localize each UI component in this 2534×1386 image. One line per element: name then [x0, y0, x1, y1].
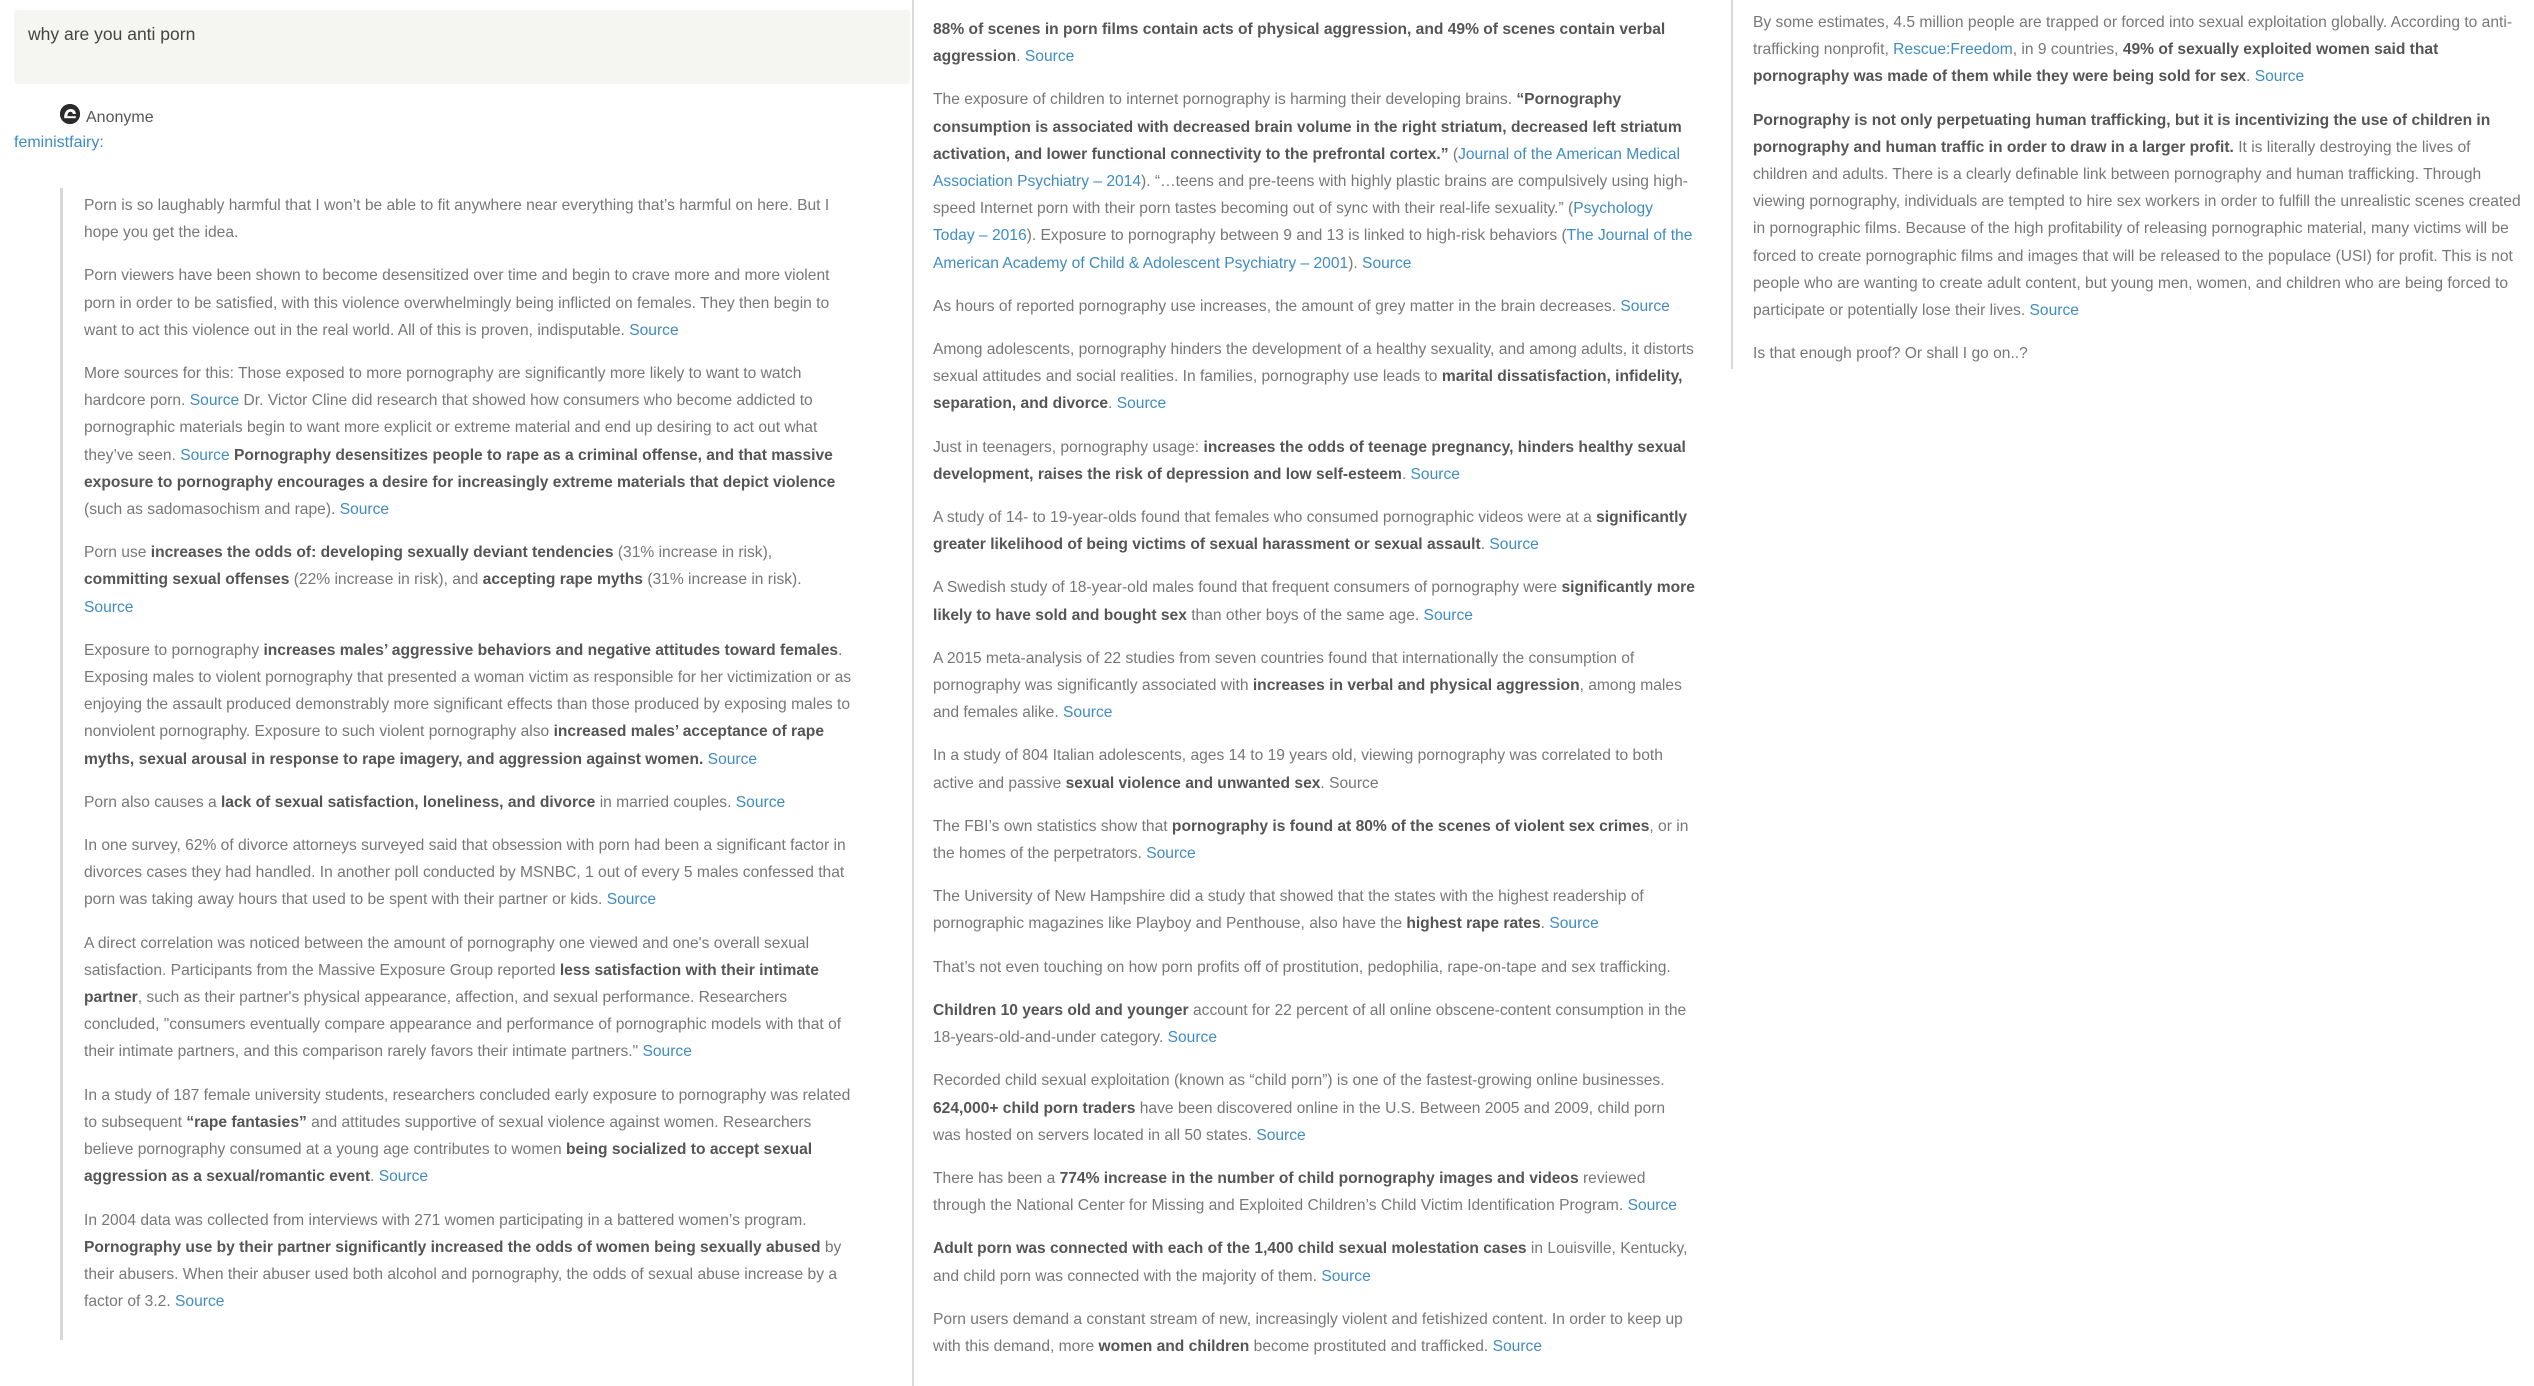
reference-link[interactable]: The Journal of the American Academy of Child & Adolescent Psychiatry – 2001: [933, 227, 1693, 272]
source-link[interactable]: Source: [1492, 1337, 1543, 1355]
paragraph-text: The FBI’s own statistics show that: [933, 817, 1172, 835]
paragraph-text: Just in teenagers, pornography usage:: [933, 438, 1204, 456]
paragraph-text: A direct correlation was noticed between the amount of pornography one viewed and one's overall sexual satisfaction. Participants from the Massive Exposure Group reported: [84, 934, 810, 979]
source-link[interactable]: Source: [1549, 915, 1599, 933]
answer-paragraph: [933, 336, 1697, 418]
paragraph-text: In 2004 data was collected from interviews with 271 women participating in a battered women’s program.: [84, 1211, 807, 1229]
emphasis-text: “rape fantasies”: [186, 1113, 307, 1131]
paragraph-text: Porn users demand a constant stream of new, increasingly violent and fetishized content. In order to keep up with this demand, more: [933, 1310, 1683, 1355]
paragraph-text: in married couples.: [595, 793, 736, 811]
source-link[interactable]: Source: [735, 793, 786, 811]
paragraph-text: The exposure of children to internet pornography is harming their developing brains.: [933, 91, 1517, 109]
column-divider-2: [1731, 0, 1733, 369]
source-link[interactable]: Source: [1256, 1126, 1306, 1144]
emphasis-text: 774% increase in the number of child pornography images and videos: [1059, 1169, 1579, 1187]
asker: [60, 102, 154, 126]
emphasis-text: Pornography desensitizes people to rape as a criminal offense, and that massive exposure to pornography encourages a desire for increasingly extreme materials that depict violence: [84, 446, 836, 491]
answer-paragraph: [933, 293, 1697, 320]
answer-paragraph: [933, 954, 1697, 981]
answer-paragraph: [1753, 107, 2523, 325]
paragraph-text: , in 9 countries,: [2012, 41, 2123, 59]
source-link[interactable]: Source: [2254, 68, 2305, 86]
paragraph-text: ). Exposure to pornography between 9 and 13 is linked to high-risk behaviors (: [1026, 227, 1567, 245]
paragraph-text: The University of New Hampshire did a study that showed that the states with the highest readership of pornographic magazines like Playboy and Penthouse, also have the: [933, 888, 1644, 933]
paragraph-text: reviewed through the National Center for Missing and Exploited Children’s Child Victim Identification Program.: [933, 1169, 1646, 1215]
paragraph-text: account for 22 percent of all online obscene-content consumption in the 18-years-old-and-under category.: [933, 1001, 1687, 1047]
paragraph-text: It is literally destroying the lives of children and adults. There is a clearly definable link between pornography and human trafficking. Through viewing pornography, individuals are tempted to hire sex workers in order to fulfill the unrealistic scenes created in pornographic films. Because of the high profitability of releasing pornographic material, many victims will be forced to create pornographic films and images that will be released to the populace (USI) for profit. This is not people who are wanting to create adult content, but young men, women, and children who are being forced to participate or potentially lose their lives.: [1753, 138, 2521, 320]
paragraph-text: A 2015 meta-analysis of 22 studies from seven countries found that internationally the consumption of pornography was significantly associated with: [933, 649, 1635, 695]
paragraph-text: .: [1401, 465, 1411, 483]
emphasis-text: women and children: [1098, 1337, 1250, 1355]
emphasis-text: significantly more likely to have sold and bought sex: [933, 579, 1695, 624]
answer-blockquote: [60, 188, 853, 1340]
answer-paragraph: [84, 360, 852, 523]
paragraph-text: and attitudes supportive of sexual violence against women. Researchers believe pornography consumed at a young age contributes to women: [84, 1113, 812, 1159]
answer-paragraph: [933, 434, 1697, 488]
emphasis-text: lack of sexual satisfaction, loneliness, and divorce: [220, 793, 596, 811]
paragraph-text: Is that enough proof? Or shall I go on..?: [1753, 345, 2028, 363]
emphasis-text: committing sexual offenses: [84, 571, 290, 589]
source-link[interactable]: Source: [1362, 254, 1412, 272]
source-link[interactable]: Source: [629, 321, 679, 339]
answer-paragraph: [933, 86, 1697, 276]
source-link[interactable]: Source: [1024, 48, 1075, 66]
source-link[interactable]: Source: [378, 1168, 429, 1186]
paragraph-text: become prostituted and trafficked.: [1249, 1337, 1493, 1355]
question-box: [14, 10, 910, 84]
emphasis-text: increases males’ aggressive behaviors and negative attitudes toward females: [263, 641, 839, 659]
source-link[interactable]: Source: [642, 1043, 692, 1061]
paragraph-text: . Source: [1320, 774, 1379, 792]
paragraph-text: (such as sadomasochism and rape).: [84, 501, 340, 519]
emphasis-text: being socialized to accept sexual aggression as a sexual/romantic event: [84, 1141, 813, 1186]
source-link[interactable]: Source: [1167, 1029, 1218, 1047]
paragraph-text: There has been a: [933, 1169, 1060, 1187]
source-link[interactable]: Source: [180, 446, 230, 464]
answer-paragraph: [933, 1235, 1697, 1289]
emphasis-text: less satisfaction with their intimate partner: [84, 961, 819, 1007]
column-2: [933, 16, 1697, 1376]
emphasis-text: increases the odds of teenage pregnancy, hinders healthy sexual development, raises the risk of depression and low self-esteem: [933, 438, 1686, 483]
paragraph-text: Exposure to pornography: [84, 641, 264, 659]
emphasis-text: Children 10 years old and younger: [933, 1001, 1189, 1019]
paragraph-text: By some estimates, 4.5 million people are trapped or forced into sexual exploitation globally. According to anti-trafficking nonprofit,: [1753, 14, 2513, 59]
paragraph-text: .: [2246, 68, 2255, 86]
anon-avatar-icon[interactable]: [60, 104, 80, 124]
source-link[interactable]: Source: [606, 891, 657, 909]
source-link[interactable]: Source: [1627, 1197, 1677, 1215]
answer-paragraph: [84, 1207, 852, 1316]
emphasis-text: 88% of scenes in porn films contain acts of physical aggression, and 49% of scenes contain verbal aggression: [933, 21, 1666, 66]
emphasis-text: “Pornography consumption is associated with decreased brain volume in the right striatum, decreased left striatum activation, and lower functional connectivity to the prefrontal cortex.”: [933, 91, 1682, 163]
emphasis-text: 624,000+ child porn traders: [933, 1099, 1136, 1117]
paragraph-text: , such as their partner's physical appearance, affection, and sexual performance. Researchers concluded, "consumers eventually compare appearance and performance of pornographic models with that of their intimate partners, and this comparison rarely favors their intimate partners.": [84, 989, 842, 1061]
answer-paragraph: [933, 1165, 1697, 1219]
paragraph-text: .: [1108, 395, 1117, 413]
answer-paragraph: [933, 574, 1697, 628]
source-link[interactable]: Source: [1423, 606, 1473, 624]
source-link[interactable]: Source: [189, 392, 240, 410]
answer-paragraph: [933, 813, 1697, 867]
paragraph-text: than other boys of the same age.: [1186, 606, 1424, 624]
answer-paragraph: [84, 262, 852, 344]
source-link[interactable]: Source: [1146, 845, 1196, 863]
column-divider-1: [912, 0, 914, 1386]
answer-part-1: [84, 192, 852, 1331]
emphasis-text: increases the odds of: developing sexually deviant tendencies: [150, 544, 614, 562]
answer-paragraph: [933, 1067, 1697, 1149]
source-link[interactable]: Source: [1063, 704, 1113, 722]
paragraph-text: In a study of 804 Italian adolescents, ages 14 to 19 years old, viewing pornography was correlated to both active and passive: [933, 747, 1663, 792]
source-link[interactable]: Source: [1321, 1267, 1371, 1285]
answer-paragraph: [933, 742, 1697, 796]
source-link[interactable]: Source: [1410, 465, 1460, 483]
paragraph-text: .: [1016, 48, 1025, 66]
answer-paragraph: [84, 832, 852, 914]
source-link[interactable]: Source: [339, 501, 390, 519]
paragraph-text: A Swedish study of 18-year-old males found that frequent consumers of pornography were: [933, 579, 1562, 597]
reference-link[interactable]: Rescue:Freedom: [1893, 41, 2013, 59]
answer-paragraph: [933, 883, 1697, 937]
source-link[interactable]: Source: [2029, 302, 2079, 320]
question-text: why are you anti porn: [28, 24, 196, 44]
source-link[interactable]: Source: [175, 1293, 225, 1311]
paragraph-text: A study of 14- to 19-year-olds found that females who consumed pornographic videos were at a: [933, 509, 1597, 527]
paragraph-text: Porn also causes a: [84, 793, 221, 811]
paragraph-text: In a study of 187 female university students, researchers concluded early exposure to pornography was related to subsequent: [84, 1086, 851, 1131]
emphasis-text: Pornography is not only perpetuating human trafficking, but it is incentivizing the use of children in pornography and human traffic in order to draw in a larger profit.: [1753, 111, 2491, 156]
answer-paragraph: [1753, 340, 2523, 367]
paragraph-text: in Louisville, Kentucky, and child porn was connected with the majority of them.: [933, 1240, 1688, 1285]
paragraph-text: Porn viewers have been shown to become desensitized over time and begin to crave more and more violent porn in order to be satisfied, with this violence overwhelmingly being inflicted on females. They then begin to want to act this violence out in the real world. All of this is proven, indisputable.: [84, 267, 830, 339]
reference-link[interactable]: Journal of the American Medical Association Psychiatry – 2014: [933, 145, 1680, 191]
paragraph-text: .: [1540, 915, 1550, 933]
answer-paragraph: [1753, 9, 2523, 91]
answer-paragraph: [933, 1306, 1697, 1360]
answerer-link[interactable]: feministfairy:: [14, 134, 104, 151]
emphasis-text: pornography is found at 80% of the scenes of violent sex crimes: [1171, 817, 1650, 835]
paragraph-text: Porn use: [84, 544, 151, 562]
paragraph-text: As hours of reported pornography use increases, the amount of grey matter in the brain decreases.: [933, 297, 1621, 315]
paragraph-text: Among adolescents, pornography hinders the development of a healthy sexuality, and among adults, it distorts sexual attitudes and social realities. In families, pornography use leads to: [933, 341, 1694, 386]
answer-paragraph: [933, 16, 1697, 70]
emphasis-text: highest rape rates: [1406, 915, 1541, 933]
paragraph-text: .: [370, 1168, 379, 1186]
column-3: [1753, 9, 2523, 383]
emphasis-text: sexual violence and unwanted sex: [1065, 774, 1321, 792]
answer-paragraph: [84, 637, 852, 773]
paragraph-text: Porn is so laughably harmful that I won’t be able to fit anywhere near everything that’s harmful on here. But I hope you get the idea.: [84, 197, 830, 242]
paragraph-text: (31% increase in risk),: [613, 544, 773, 562]
emphasis-text: increased males’ acceptance of rape myths, sexual arousal in response to rape imagery, and aggression against women.: [84, 723, 825, 768]
source-link[interactable]: Source: [84, 598, 134, 616]
answer-paragraph: [84, 1082, 852, 1191]
paragraph-text: ).: [1348, 254, 1363, 272]
source-link[interactable]: Source: [1116, 395, 1167, 413]
paragraph-text: More sources for this: Those exposed to more pornography are significantly more likely to want to watch hardcore porn.: [84, 365, 802, 410]
paragraph-text: ). “…teens and pre-teens with highly plastic brains are compulsively using high-speed Internet porn with their porn tastes becoming out of sync with their real-life sexuality.” (: [933, 173, 1688, 218]
paragraph-text: Recorded child sexual exploitation (known as “child porn”) is one of the fastest-growing online businesses.: [933, 1072, 1665, 1090]
answer-paragraph: [84, 539, 852, 621]
paragraph-text: . Exposing males to violent pornography that presented a woman victim as responsible for her victimization or as enjoying the assault produced demonstrably more significant effects than those produced by exposing males to nonviolent pornography. Exposure to such violent pornography also: [84, 641, 852, 741]
answer-paragraph: [84, 192, 852, 246]
source-link[interactable]: Source: [707, 750, 758, 768]
answer-paragraph: [933, 645, 1697, 727]
paragraph-text: That’s not even touching on how porn profits off of prostitution, pedophilia, rape-on-tape and sex trafficking.: [933, 958, 1671, 976]
emphasis-text: Pornography use by their partner significantly increased the odds of women being sexually abused: [84, 1238, 821, 1256]
emphasis-text: accepting rape myths: [482, 571, 643, 589]
answer-paragraph: [84, 930, 852, 1066]
emphasis-text: significantly greater likelihood of being victims of sexual harassment or sexual assault: [933, 509, 1688, 554]
emphasis-text: increases in verbal and physical aggression: [1252, 677, 1580, 695]
paragraph-text: (: [1448, 145, 1459, 163]
emphasis-text: marital dissatisfaction, infidelity, separation, and divorce: [933, 368, 1683, 413]
paragraph-text: by their abusers. When their abuser used both alcohol and pornography, the odds of sexual abuse increase by a factor of 3.2.: [84, 1238, 842, 1311]
emphasis-text: 49% of sexually exploited women said that pornography was made of them while they were being sold for sex: [1753, 41, 2439, 86]
answer-paragraph: [84, 789, 852, 816]
paragraph-text: have been discovered online in the U.S. Between 2005 and 2009, child porn was hosted on servers located in all 50 states.: [933, 1099, 1666, 1144]
paragraph-text: , or in the homes of the perpetrators.: [933, 817, 1689, 863]
asker-name: Anonyme: [86, 109, 154, 126]
answer-paragraph: [933, 997, 1697, 1051]
paragraph-text: , among males and females alike.: [933, 677, 1682, 722]
paragraph-text: (22% increase in risk), and: [289, 571, 483, 589]
reference-link[interactable]: Psychology Today – 2016: [933, 200, 1653, 245]
emphasis-text: Adult porn was connected with each of the 1,400 child sexual molestation cases: [933, 1240, 1527, 1258]
paragraph-text: (31% increase in risk).: [642, 571, 802, 589]
paragraph-text: In one survey, 62% of divorce attorneys surveyed said that obsession with porn had been a significant factor in divorces cases they had handled. In another poll conducted by MSNBC, 1 out of every 5 males confessed that porn was taking away hours that used to be spent with their partner or kids.: [84, 837, 846, 909]
paragraph-text: Dr. Victor Cline did research that showed how consumers who become addicted to pornographic materials begin to want more explicit or extreme material and end up desiring to act out what they’ve seen.: [84, 392, 818, 464]
paragraph-text: .: [1480, 536, 1490, 554]
source-link[interactable]: Source: [1489, 536, 1539, 554]
answer-paragraph: [933, 504, 1697, 558]
source-link[interactable]: Source: [1620, 297, 1670, 315]
